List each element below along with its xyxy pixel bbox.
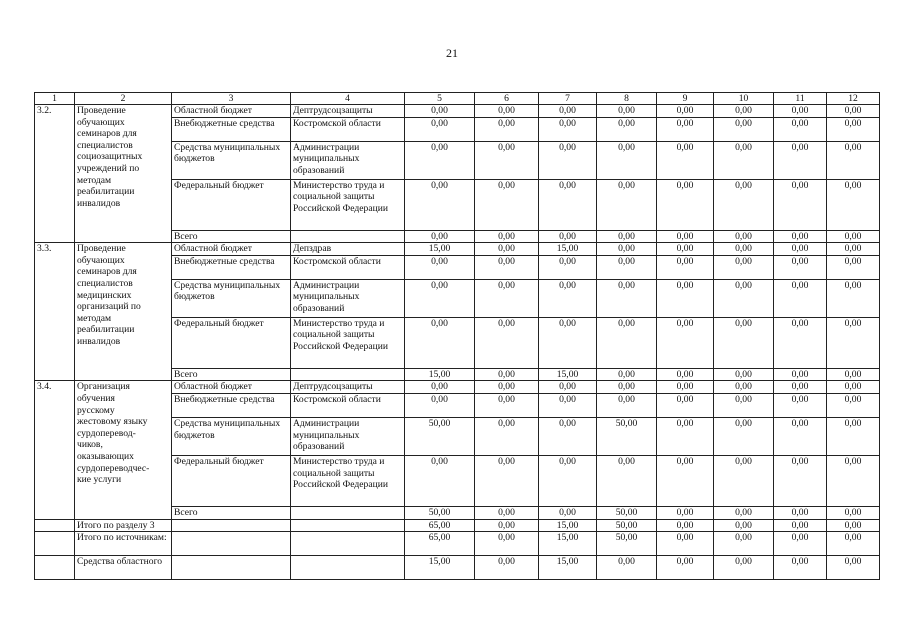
section-name-line: учреждений по (77, 162, 140, 174)
section-name (75, 243, 172, 381)
section-id: 3.2. (35, 105, 75, 243)
funding-source: Средства муниципальных бюджетов (172, 141, 291, 179)
value-cell: 0,00 (774, 381, 827, 394)
value-cell: 0,00 (714, 317, 774, 368)
value-cell: 0,00 (714, 179, 774, 230)
value-cell: 0,00 (475, 117, 539, 141)
value-cell: 0,00 (597, 117, 657, 141)
section-name-line: обучающих (77, 254, 125, 266)
value-cell: 15,00 (539, 243, 597, 256)
value-cell: 0,00 (597, 255, 657, 279)
section-name-line: жестовому языку (77, 416, 148, 428)
value-cell: 0,00 (714, 417, 774, 455)
funding-source: Федеральный бюджет (172, 317, 291, 368)
value-cell: 0,00 (475, 279, 539, 317)
value-cell: 0,00 (597, 556, 657, 580)
value-cell: 0,00 (827, 141, 880, 179)
value-cell: 0,00 (539, 393, 597, 417)
section-name-line: Организация (77, 381, 130, 393)
section-name-line: Проведение (77, 105, 126, 116)
section-name (75, 381, 172, 519)
total-label: Средства областного (75, 556, 172, 580)
value-cell: 0,00 (475, 230, 539, 243)
value-cell: 0,00 (539, 255, 597, 279)
funding-source: Областной бюджет (172, 381, 291, 394)
value-cell: 0,00 (657, 393, 714, 417)
value-cell: 0,00 (714, 519, 774, 532)
empty-cell (172, 556, 291, 580)
executor (291, 506, 405, 519)
section-name-line: социозащитных (77, 151, 143, 163)
value-cell: 0,00 (475, 179, 539, 230)
value-cell: 0,00 (657, 317, 714, 368)
executor: Дептрудсоцзащиты (291, 105, 405, 118)
value-cell: 0,00 (657, 381, 714, 394)
funding-source: Внебюджетные средства (172, 255, 291, 279)
value-cell: 0,00 (539, 506, 597, 519)
value-cell: 0,00 (475, 368, 539, 381)
total-row (35, 556, 880, 580)
value-cell: 0,00 (539, 179, 597, 230)
value-cell: 0,00 (827, 417, 880, 455)
value-cell: 0,00 (597, 230, 657, 243)
value-cell: 50,00 (597, 506, 657, 519)
value-cell: 0,00 (774, 279, 827, 317)
value-cell: 50,00 (597, 519, 657, 532)
value-cell: 65,00 (405, 519, 475, 532)
empty-cell (172, 519, 291, 532)
funding-source: Всего (172, 368, 291, 381)
section-name-line: обучающих (77, 116, 125, 128)
value-cell: 0,00 (714, 556, 774, 580)
total-label: Итого по разделу 3 (75, 519, 172, 532)
value-cell: 0,00 (827, 532, 880, 556)
value-cell: 0,00 (774, 141, 827, 179)
column-number: 4 (291, 93, 405, 105)
value-cell: 0,00 (714, 368, 774, 381)
value-cell: 0,00 (657, 141, 714, 179)
value-cell: 50,00 (405, 506, 475, 519)
value-cell: 0,00 (405, 255, 475, 279)
executor: Костромской области (291, 255, 405, 279)
value-cell: 0,00 (597, 368, 657, 381)
value-cell: 0,00 (657, 230, 714, 243)
value-cell: 0,00 (714, 506, 774, 519)
value-cell: 0,00 (405, 141, 475, 179)
column-number: 11 (774, 93, 827, 105)
value-cell: 50,00 (405, 417, 475, 455)
value-cell: 0,00 (539, 117, 597, 141)
value-cell: 0,00 (714, 243, 774, 256)
value-cell: 0,00 (657, 417, 714, 455)
value-cell: 0,00 (714, 381, 774, 394)
value-cell: 0,00 (827, 381, 880, 394)
value-cell: 0,00 (475, 556, 539, 580)
value-cell: 0,00 (539, 317, 597, 368)
table-row (35, 381, 880, 394)
value-cell: 0,00 (827, 230, 880, 243)
section-name-line: методам (77, 174, 112, 186)
column-number: 7 (539, 93, 597, 105)
column-number: 10 (714, 93, 774, 105)
value-cell: 0,00 (405, 381, 475, 394)
value-cell: 0,00 (475, 243, 539, 256)
value-cell: 0,00 (475, 255, 539, 279)
funding-source: Областной бюджет (172, 243, 291, 256)
column-number: 5 (405, 93, 475, 105)
empty-cell (35, 556, 75, 580)
value-cell: 0,00 (657, 117, 714, 141)
section-name-line: медицинских (77, 289, 132, 301)
value-cell: 0,00 (827, 255, 880, 279)
page-number: 21 (446, 46, 458, 60)
section-id: 3.4. (35, 381, 75, 519)
funding-source: Средства муниципальных бюджетов (172, 279, 291, 317)
table-row (35, 243, 880, 256)
value-cell: 0,00 (597, 381, 657, 394)
empty-cell (291, 519, 405, 532)
section-name-line: специалистов (77, 139, 133, 151)
value-cell: 0,00 (657, 243, 714, 256)
value-cell: 15,00 (539, 532, 597, 556)
total-row (35, 532, 880, 556)
section-name-line: русскому (77, 404, 115, 416)
executor (291, 230, 405, 243)
section-name-line: реабилитации (77, 324, 135, 336)
section-name-line: организаций по (77, 301, 141, 313)
value-cell: 0,00 (597, 179, 657, 230)
value-cell: 0,00 (827, 519, 880, 532)
column-number: 1 (35, 93, 75, 105)
value-cell: 0,00 (405, 393, 475, 417)
column-number: 6 (475, 93, 539, 105)
value-cell: 0,00 (827, 179, 880, 230)
value-cell: 0,00 (774, 556, 827, 580)
executor (291, 368, 405, 381)
value-cell: 15,00 (539, 519, 597, 532)
value-cell: 0,00 (539, 455, 597, 506)
value-cell: 0,00 (774, 368, 827, 381)
value-cell: 0,00 (657, 255, 714, 279)
value-cell: 0,00 (539, 417, 597, 455)
value-cell: 0,00 (475, 506, 539, 519)
table-row (35, 105, 880, 118)
column-number: 8 (597, 93, 657, 105)
value-cell: 0,00 (774, 255, 827, 279)
value-cell: 0,00 (774, 230, 827, 243)
column-number: 9 (657, 93, 714, 105)
value-cell: 0,00 (774, 455, 827, 506)
header-row (35, 93, 880, 105)
value-cell: 0,00 (597, 455, 657, 506)
value-cell: 0,00 (475, 393, 539, 417)
value-cell: 0,00 (714, 279, 774, 317)
value-cell: 0,00 (827, 117, 880, 141)
value-cell: 0,00 (714, 255, 774, 279)
budget-table (34, 92, 880, 580)
section-name-line: семинаров для (77, 266, 137, 278)
value-cell: 0,00 (774, 532, 827, 556)
value-cell: 0,00 (405, 179, 475, 230)
section-name-line: обучения (77, 392, 115, 404)
empty-cell (35, 519, 75, 532)
funding-source: Внебюджетные средства (172, 117, 291, 141)
value-cell: 0,00 (657, 368, 714, 381)
value-cell: 0,00 (475, 519, 539, 532)
value-cell: 0,00 (405, 117, 475, 141)
value-cell: 0,00 (597, 105, 657, 118)
empty-cell (172, 532, 291, 556)
executor: Костромской области (291, 393, 405, 417)
value-cell: 0,00 (774, 519, 827, 532)
executor: Дептрудсоцзащиты (291, 381, 405, 394)
value-cell: 0,00 (827, 455, 880, 506)
total-row (35, 519, 880, 532)
value-cell: 0,00 (475, 105, 539, 118)
column-number: 12 (827, 93, 880, 105)
value-cell: 0,00 (827, 368, 880, 381)
value-cell: 0,00 (774, 105, 827, 118)
section-name-line: чиков, (77, 439, 103, 451)
value-cell: 0,00 (714, 532, 774, 556)
value-cell: 0,00 (827, 506, 880, 519)
value-cell: 0,00 (657, 455, 714, 506)
value-cell: 0,00 (405, 105, 475, 118)
section-name-line: специалистов (77, 277, 133, 289)
section-name-line: семинаров для (77, 128, 137, 140)
executor: Администрации муниципальных образований (291, 279, 405, 317)
funding-source: Внебюджетные средства (172, 393, 291, 417)
section-name-line: сурдоперевод- (77, 427, 136, 439)
funding-source: Средства муниципальных бюджетов (172, 417, 291, 455)
section-name-line: методам (77, 312, 112, 324)
funding-source: Областной бюджет (172, 105, 291, 118)
value-cell: 50,00 (597, 532, 657, 556)
value-cell: 15,00 (539, 368, 597, 381)
value-cell: 0,00 (475, 455, 539, 506)
value-cell: 0,00 (827, 317, 880, 368)
column-number: 2 (75, 93, 172, 105)
section-name-line: инвалидов (77, 335, 121, 347)
funding-source: Всего (172, 506, 291, 519)
value-cell: 0,00 (597, 141, 657, 179)
executor: Депздрав (291, 243, 405, 256)
value-cell: 0,00 (827, 243, 880, 256)
executor: Костромской области (291, 117, 405, 141)
section-name-line: инвалидов (77, 197, 121, 209)
value-cell: 0,00 (657, 179, 714, 230)
value-cell: 0,00 (539, 141, 597, 179)
empty-cell (291, 556, 405, 580)
executor: Администрации муниципальных образований (291, 417, 405, 455)
value-cell: 15,00 (405, 243, 475, 256)
funding-source: Всего (172, 230, 291, 243)
empty-cell (291, 532, 405, 556)
value-cell: 0,00 (774, 506, 827, 519)
value-cell: 0,00 (657, 519, 714, 532)
value-cell: 0,00 (774, 417, 827, 455)
value-cell: 0,00 (714, 105, 774, 118)
value-cell: 0,00 (539, 105, 597, 118)
value-cell: 0,00 (475, 381, 539, 394)
section-name-line: сурдопереводчес- (77, 462, 150, 474)
value-cell: 0,00 (597, 393, 657, 417)
value-cell: 0,00 (774, 317, 827, 368)
value-cell: 0,00 (597, 279, 657, 317)
section-id: 3.3. (35, 243, 75, 381)
value-cell: 65,00 (405, 532, 475, 556)
value-cell: 0,00 (714, 117, 774, 141)
value-cell: 0,00 (827, 105, 880, 118)
funding-source: Федеральный бюджет (172, 179, 291, 230)
value-cell: 0,00 (827, 279, 880, 317)
section-name-line: реабилитации (77, 186, 135, 198)
empty-cell (35, 532, 75, 556)
value-cell: 50,00 (597, 417, 657, 455)
executor: Министерство труда и социальной защиты Российской Федерации (291, 179, 405, 230)
value-cell: 0,00 (539, 381, 597, 394)
section-name (75, 105, 172, 243)
value-cell: 0,00 (657, 532, 714, 556)
value-cell: 0,00 (475, 532, 539, 556)
value-cell: 0,00 (405, 455, 475, 506)
total-label: Итого по источникам: (75, 532, 172, 556)
value-cell: 0,00 (714, 141, 774, 179)
executor: Министерство труда и социальной защиты Российской Федерации (291, 317, 405, 368)
column-number: 3 (172, 93, 291, 105)
value-cell: 0,00 (714, 455, 774, 506)
value-cell: 0,00 (827, 393, 880, 417)
value-cell: 0,00 (714, 230, 774, 243)
executor: Министерство труда и социальной защиты Российской Федерации (291, 455, 405, 506)
value-cell: 0,00 (475, 317, 539, 368)
value-cell: 0,00 (774, 243, 827, 256)
value-cell: 0,00 (475, 417, 539, 455)
value-cell: 0,00 (539, 279, 597, 317)
value-cell: 0,00 (405, 230, 475, 243)
value-cell: 0,00 (657, 556, 714, 580)
executor: Администрации муниципальных образований (291, 141, 405, 179)
value-cell: 0,00 (827, 556, 880, 580)
value-cell: 0,00 (774, 117, 827, 141)
value-cell: 0,00 (774, 179, 827, 230)
funding-source: Федеральный бюджет (172, 455, 291, 506)
value-cell: 15,00 (405, 368, 475, 381)
section-name-line: оказывающих (77, 450, 134, 462)
section-name-line: кие услуги (77, 474, 122, 486)
value-cell: 0,00 (475, 141, 539, 179)
value-cell: 0,00 (539, 230, 597, 243)
value-cell: 15,00 (539, 556, 597, 580)
value-cell: 0,00 (405, 279, 475, 317)
value-cell: 0,00 (597, 243, 657, 256)
value-cell: 0,00 (657, 506, 714, 519)
value-cell: 0,00 (405, 317, 475, 368)
value-cell: 0,00 (657, 279, 714, 317)
value-cell: 0,00 (657, 105, 714, 118)
value-cell: 0,00 (714, 393, 774, 417)
value-cell: 0,00 (597, 317, 657, 368)
section-name-line: Проведение (77, 243, 126, 255)
value-cell: 0,00 (774, 393, 827, 417)
value-cell: 15,00 (405, 556, 475, 580)
